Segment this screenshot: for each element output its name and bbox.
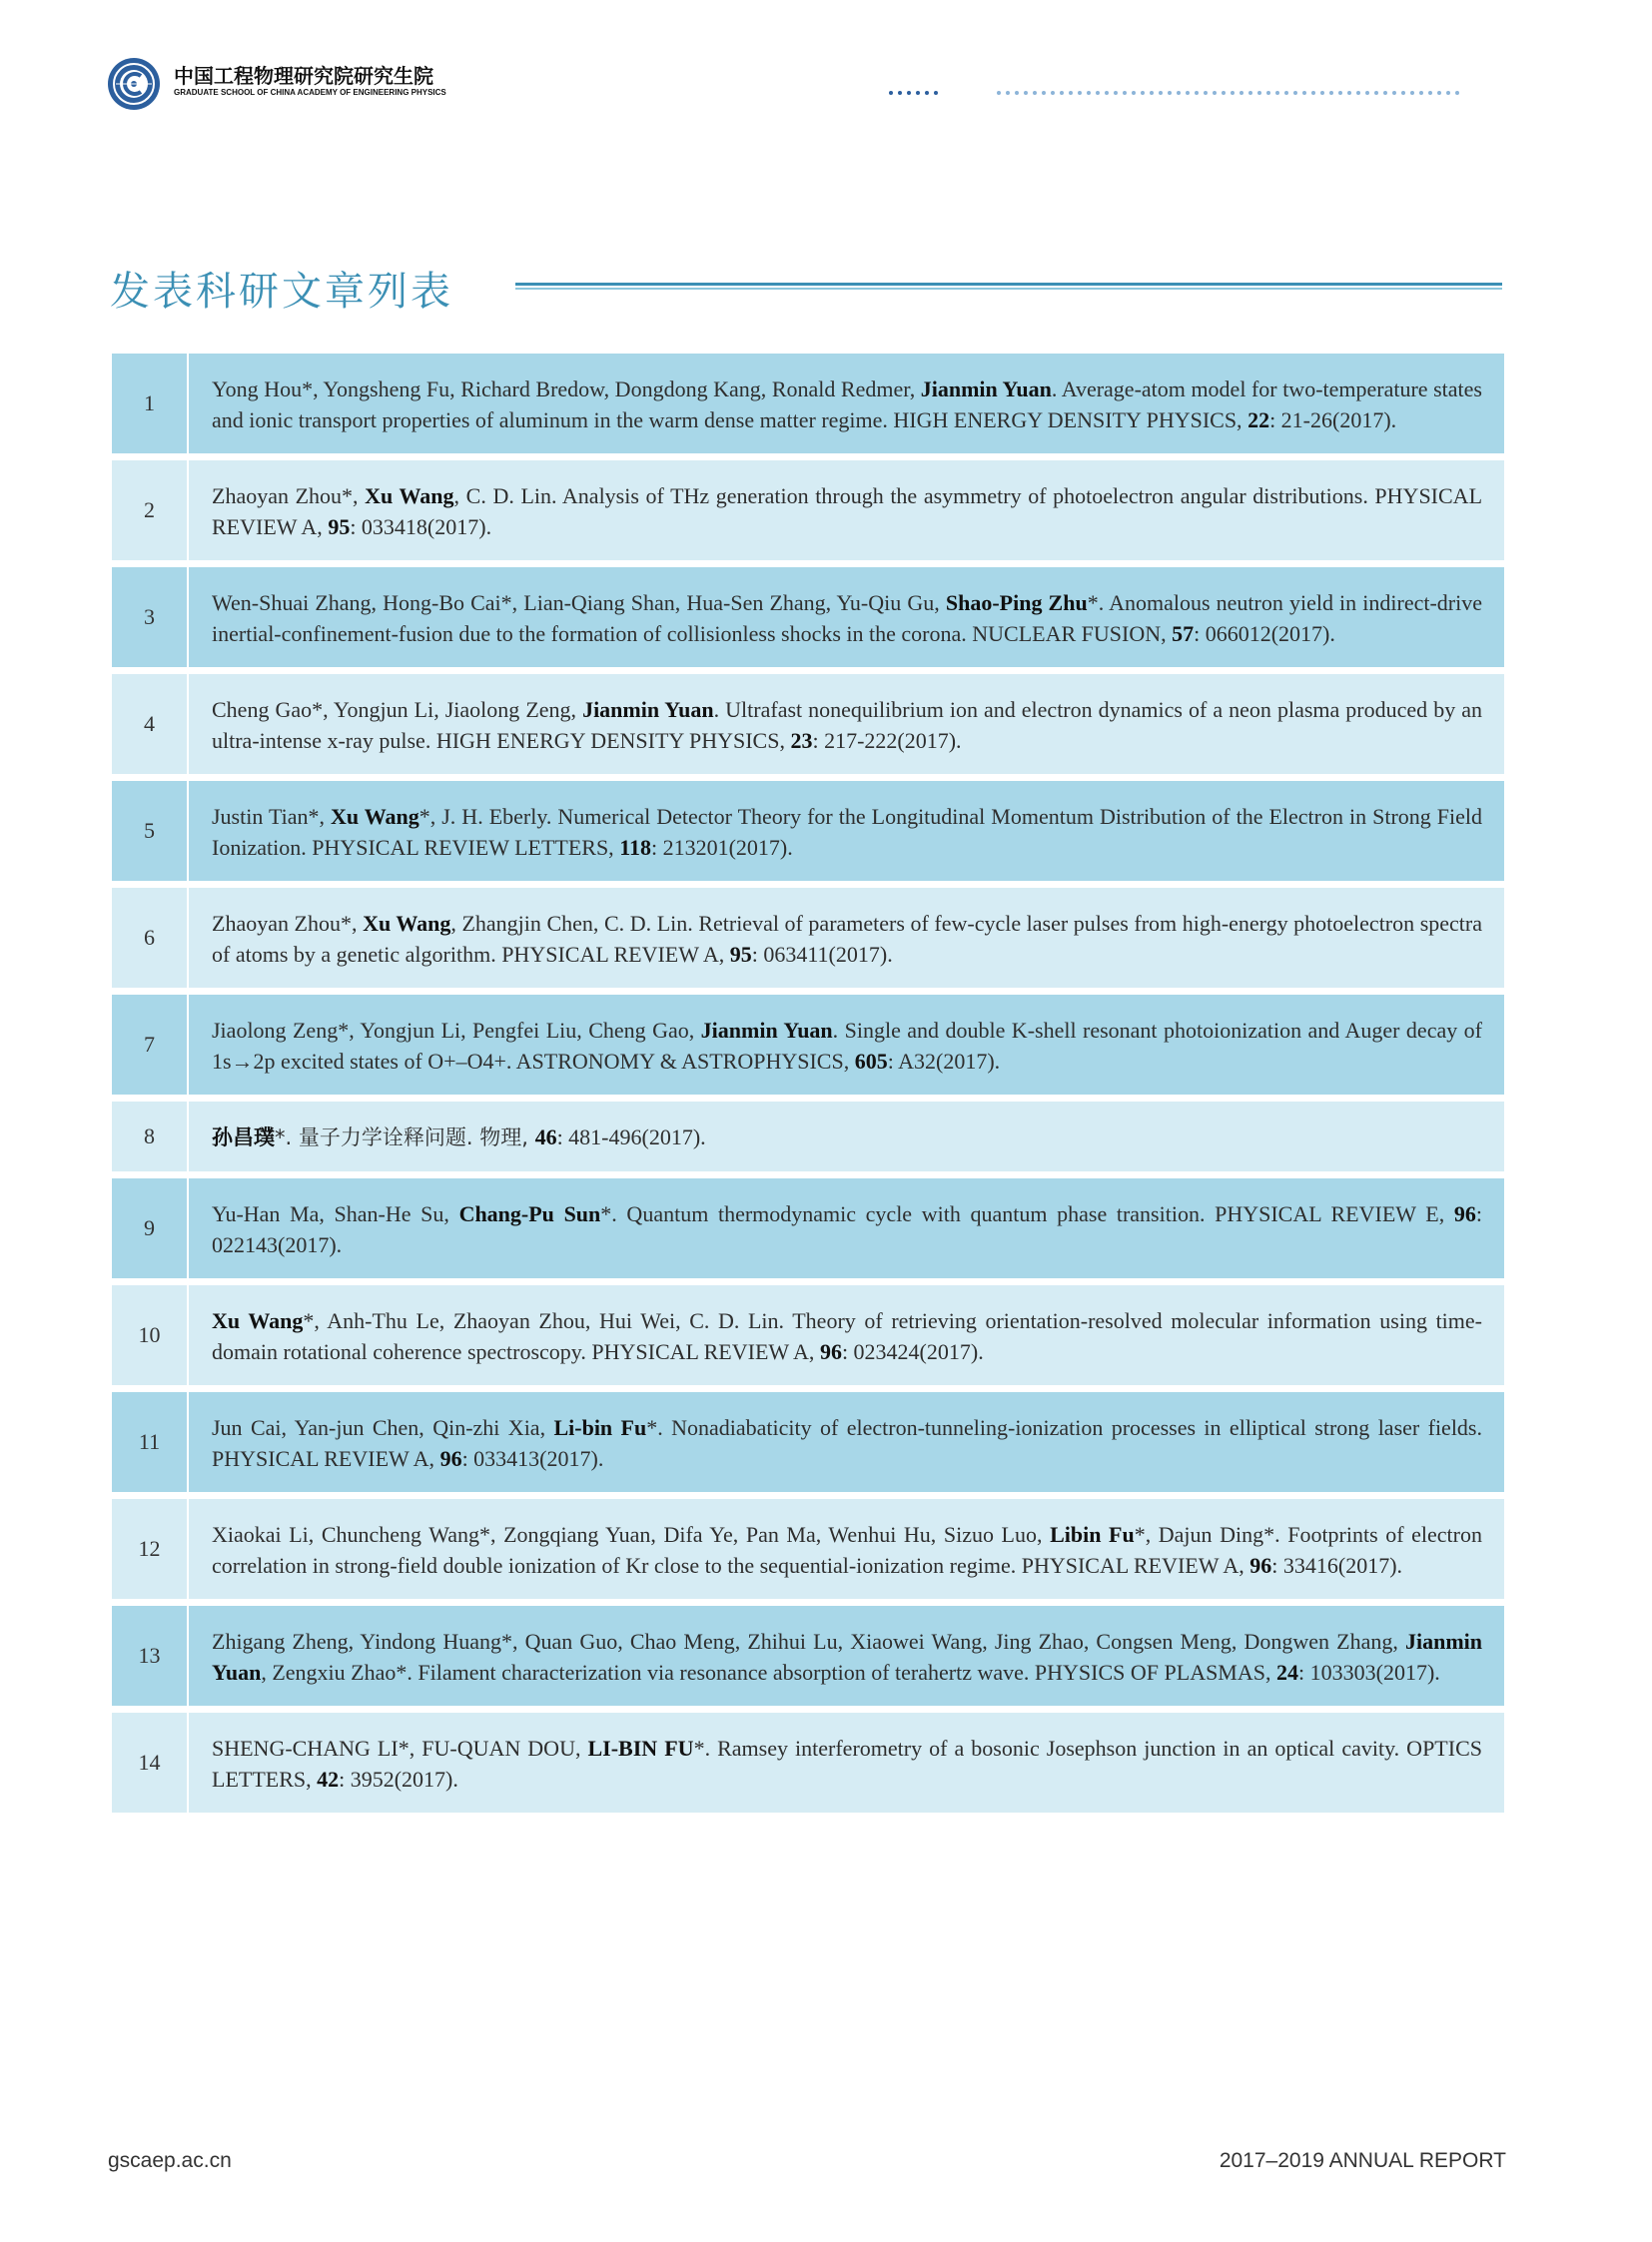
publication-row xyxy=(112,995,1504,1095)
citation-bold-text: Jianmin Yuan xyxy=(582,697,714,722)
citation-text: : 33416(2017). xyxy=(1271,1553,1403,1578)
citation-text: *, Anh-Thu Le, Zhaoyan Zhou, Hui Wei, C. D. Lin. Theory of retrieving orientation-resolved molecular information using time-domain rotational coherence spectroscopy. PHYSICAL REVIEW A, xyxy=(212,1308,1482,1364)
publication-number: 2 xyxy=(112,460,189,560)
citation-bold-text: LI-BIN FU xyxy=(587,1736,694,1761)
citation-bold-text: Libin Fu xyxy=(1050,1522,1135,1547)
citation-bold-text: 46 xyxy=(534,1124,557,1149)
footer-website: gscaep.ac.cn xyxy=(108,2149,232,2172)
citation-text: : 3952(2017). xyxy=(339,1767,458,1792)
title-divider xyxy=(515,283,1502,291)
publication-row xyxy=(112,1499,1504,1599)
publication-citation xyxy=(189,1102,1504,1171)
citation-text: *. xyxy=(275,1125,299,1149)
publication-citation xyxy=(189,1178,1504,1278)
citation-text: , C. D. Lin. Analysis of THz generation through the asymmetry of photoelectron angular distributions. PHYSICAL REVIEW A, xyxy=(212,483,1483,539)
publication-row xyxy=(112,781,1504,881)
citation-text: 量子力学诠释问题. 物理, xyxy=(298,1125,535,1149)
citation-text: : 063411(2017). xyxy=(751,942,893,967)
publication-citation xyxy=(189,1713,1504,1813)
citation-text: *. Nonadiabaticity of electron-tunneling-ionization processes in elliptical strong laser fields. PHYSICAL REVIEW A, xyxy=(212,1415,1482,1471)
citation-text: : 023424(2017). xyxy=(841,1339,984,1364)
citation-text: Xiaokai Li, Chuncheng Wang*, Zongqiang Yuan, Difa Ye, Pan Ma, Wenhui Hu, Sizuo Luo, xyxy=(212,1522,1051,1547)
citation-bold-text: 96 xyxy=(1453,1201,1476,1226)
citation-bold-text: 95 xyxy=(729,942,752,967)
citation-text: *, Dajun Ding*. Footprints of electron correlation in strong-field double ionization of Kr close to the sequential-ionization regime. PHYSICAL REVIEW A, xyxy=(212,1522,1482,1578)
citation-text: : 217-222(2017). xyxy=(812,728,962,753)
publication-number: 8 xyxy=(112,1102,189,1171)
citation-text: : 066012(2017). xyxy=(1194,621,1335,646)
citation-text: Jun Cai, Yan-jun Chen, Qin-zhi Xia, xyxy=(212,1415,554,1440)
citation-text: Justin Tian*, xyxy=(212,804,331,829)
publication-row xyxy=(112,1713,1504,1813)
caep-emblem-icon xyxy=(106,56,162,112)
citation-bold-text: Jianmin Yuan xyxy=(700,1018,833,1043)
citation-text: Zhaoyan Zhou*, xyxy=(212,483,366,508)
citation-text: : 21-26(2017). xyxy=(1269,407,1397,432)
publication-row xyxy=(112,567,1504,667)
publication-number: 5 xyxy=(112,781,189,881)
citation-text: Wen-Shuai Zhang, Hong-Bo Cai*, Lian-Qiang Shan, Hua-Sen Zhang, Yu-Qiu Gu, xyxy=(212,590,946,615)
citation-text: Cheng Gao*, Yongjun Li, Jiaolong Zeng, xyxy=(212,697,583,722)
publication-number: 14 xyxy=(112,1713,189,1813)
citation-bold-text: Chang-Pu Sun xyxy=(458,1201,601,1226)
citation-bold-text: Li-bin Fu xyxy=(553,1415,647,1440)
citation-bold-text: 42 xyxy=(317,1767,340,1792)
citation-text: , Zengxiu Zhao*. Filament characterization via resonance absorption of terahertz wave. PHYSICS OF PLASMAS, xyxy=(261,1660,1276,1685)
publication-number: 7 xyxy=(112,995,189,1095)
citation-bold-text: 24 xyxy=(1276,1660,1298,1685)
publication-row xyxy=(112,460,1504,560)
citation-text: . Average-atom model for two-temperature states and ionic transport properties of aluminum in the warm dense matter regime. HIGH ENERGY DENSITY PHYSICS, xyxy=(212,376,1482,432)
citation-text: *, J. H. Eberly. Numerical Detector Theory for the Longitudinal Momentum Distribution of the Electron in Strong Field Ionization. PHYSICAL REVIEW LETTERS, xyxy=(212,804,1482,860)
citation-text: *. Quantum thermodynamic cycle with quantum phase transition. PHYSICAL REVIEW E, xyxy=(600,1201,1454,1226)
citation-text: Zhigang Zheng, Yindong Huang*, Quan Guo, Chao Meng, Zhihui Lu, Xiaowei Wang, Jing Zhao, Congsen Meng, Dongwen Zhang, xyxy=(212,1629,1405,1654)
citation-text: . Single and double K-shell resonant photoionization and Auger decay of 1s→2p excited states of O+–O4+. ASTRONOMY & ASTROPHYSICS, xyxy=(212,1018,1482,1074)
citation-text: *. Anomalous neutron yield in indirect-drive inertial-confinement-fusion due to the formation of collisionless shocks in the corona. NUCLEAR FUSION, xyxy=(212,590,1482,646)
page-header xyxy=(106,54,1604,114)
citation-bold-text: Shao-Ping Zhu xyxy=(945,590,1088,615)
publication-row xyxy=(112,1285,1504,1385)
publication-number: 12 xyxy=(112,1499,189,1599)
publication-row xyxy=(112,1102,1504,1171)
citation-text: Jiaolong Zeng*, Yongjun Li, Pengfei Liu, Cheng Gao, xyxy=(212,1018,701,1043)
publication-citation xyxy=(189,460,1504,560)
publication-number: 11 xyxy=(112,1392,189,1492)
citation-bold-text: Jianmin Yuan xyxy=(212,1629,1482,1685)
citation-bold-text: 孙昌璞 xyxy=(212,1125,275,1149)
publication-number: 13 xyxy=(112,1606,189,1706)
citation-bold-text: 605 xyxy=(854,1049,888,1074)
citation-bold-text: 96 xyxy=(1249,1553,1272,1578)
org-name-cn: 中国工程物理研究院研究生院 xyxy=(174,64,433,88)
citation-text: *. Ramsey interferometry of a bosonic Josephson junction in an optical cavity. OPTICS LETTERS, xyxy=(212,1736,1482,1792)
publication-citation xyxy=(189,781,1504,881)
publication-number: 9 xyxy=(112,1178,189,1278)
citation-bold-text: 57 xyxy=(1172,621,1195,646)
publication-number: 10 xyxy=(112,1285,189,1385)
citation-bold-text: 22 xyxy=(1247,407,1270,432)
publication-citation xyxy=(189,674,1504,774)
org-name-en: GRADUATE SCHOOL OF CHINA ACADEMY OF ENGINEERING PHYSICS xyxy=(174,88,446,97)
publication-row xyxy=(112,1178,1504,1278)
publication-number: 1 xyxy=(112,354,189,453)
citation-bold-text: 95 xyxy=(328,514,351,539)
citation-bold-text: 96 xyxy=(819,1339,842,1364)
publication-citation xyxy=(189,1285,1504,1385)
citation-text: : 103303(2017). xyxy=(1298,1660,1440,1685)
citation-text: SHENG-CHANG LI*, FU-QUAN DOU, xyxy=(212,1736,588,1761)
decorative-dots-short xyxy=(889,82,943,90)
publication-citation xyxy=(189,888,1504,988)
citation-bold-text: 96 xyxy=(439,1446,462,1471)
citation-bold-text: Xu Wang xyxy=(212,1308,304,1333)
citation-text: , Zhangjin Chen, C. D. Lin. Retrieval of parameters of few-cycle laser pulses from high-energy photoelectron spectra of atoms by a genetic algorithm. PHYSICAL REVIEW A, xyxy=(212,911,1482,967)
citation-bold-text: 118 xyxy=(619,835,651,860)
publication-row xyxy=(112,1606,1504,1706)
citation-text: : 213201(2017). xyxy=(650,835,793,860)
publication-row xyxy=(112,1392,1504,1492)
citation-text: : 022143(2017). xyxy=(212,1201,1482,1257)
publication-number: 4 xyxy=(112,674,189,774)
publication-citation xyxy=(189,1499,1504,1599)
publication-row xyxy=(112,674,1504,774)
citation-text: Zhaoyan Zhou*, xyxy=(212,911,364,936)
publication-row xyxy=(112,354,1504,453)
citation-text: : 481-496(2017). xyxy=(556,1124,706,1149)
citation-text: : 033413(2017). xyxy=(461,1446,604,1471)
publication-list xyxy=(112,354,1504,1820)
citation-text: : 033418(2017). xyxy=(350,514,492,539)
publication-citation xyxy=(189,995,1504,1095)
citation-bold-text: Xu Wang xyxy=(363,911,451,936)
decorative-dots-long xyxy=(997,82,1464,90)
footer-report: 2017–2019 ANNUAL REPORT xyxy=(1219,2149,1506,2172)
citation-bold-text: 23 xyxy=(790,728,813,753)
publication-number: 6 xyxy=(112,888,189,988)
citation-bold-text: Xu Wang xyxy=(365,483,454,508)
citation-text: : A32(2017). xyxy=(887,1049,1001,1074)
citation-text: . Ultrafast nonequilibrium ion and electron dynamics of a neon plasma produced by an ultra-intense x-ray pulse. HIGH ENERGY DENSITY PHYSICS, xyxy=(212,697,1482,753)
publication-row xyxy=(112,888,1504,988)
citation-bold-text: Jianmin Yuan xyxy=(920,376,1052,401)
citation-bold-text: Xu Wang xyxy=(331,804,419,829)
publication-citation xyxy=(189,567,1504,667)
publication-citation xyxy=(189,1392,1504,1492)
publication-citation xyxy=(189,1606,1504,1706)
publication-citation xyxy=(189,354,1504,453)
citation-text: Yong Hou*, Yongsheng Fu, Richard Bredow, Dongdong Kang, Ronald Redmer, xyxy=(212,376,921,401)
page-title: 发表科研文章列表 xyxy=(110,269,453,315)
publication-number: 3 xyxy=(112,567,189,667)
citation-text: Yu-Han Ma, Shan-He Su, xyxy=(212,1201,459,1226)
